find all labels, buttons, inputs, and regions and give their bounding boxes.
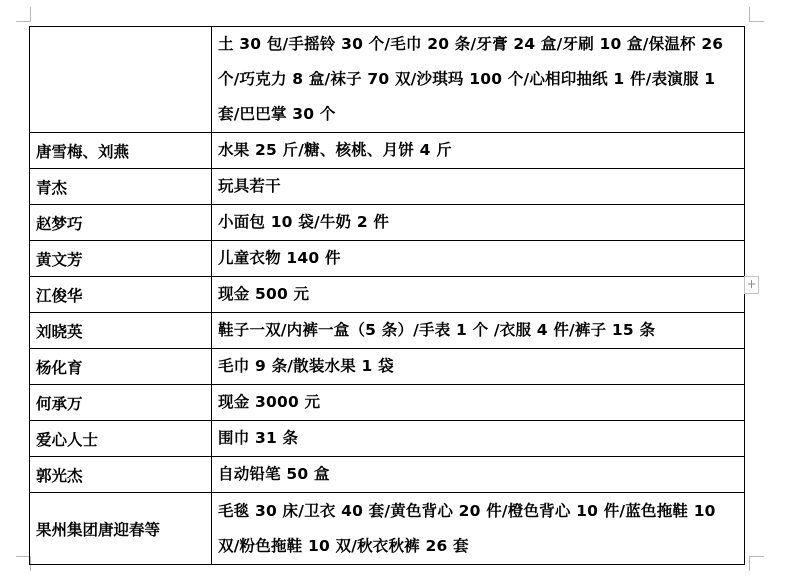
table-row [30, 313, 745, 349]
items-cell: 围巾 31 条 [212, 421, 745, 457]
donor-cell: 青杰 [30, 169, 212, 205]
table-row [30, 493, 745, 565]
items-cell: 毛巾 9 条/散装水果 1 袋 [212, 349, 745, 385]
page-margin-corner-top-left [16, 7, 31, 22]
donor-cell: 爱心人士 [30, 421, 212, 457]
donor-cell: 杨化育 [30, 349, 212, 385]
table-row [30, 457, 745, 493]
donor-cell: 刘晓英 [30, 313, 212, 349]
items-cell: 小面包 10 袋/牛奶 2 件 [212, 205, 745, 241]
items-cell: 玩具若干 [212, 169, 745, 205]
items-cell: 土 30 包/手摇铃 30 个/毛巾 20 条/牙膏 24 盒/牙刷 10 盒/保温杯 26 个/巧克力 8 盒/袜子 70 双/沙琪玛 100 个/心相印抽纸 1 件/表演服 1 套/巴巴掌 30 个 [212, 27, 745, 133]
table-row [30, 133, 745, 169]
items-cell: 自动铅笔 50 盒 [212, 457, 745, 493]
donor-cell: 黄文芳 [30, 241, 212, 277]
table-row [30, 349, 745, 385]
page-margin-corner-bottom-right [749, 556, 764, 571]
donor-cell [30, 27, 212, 133]
donor-cell: 赵梦巧 [30, 205, 212, 241]
page-margin-corner-top-right [749, 7, 764, 22]
donor-cell: 郭光杰 [30, 457, 212, 493]
items-cell: 现金 500 元 [212, 277, 745, 313]
table-row [30, 27, 745, 133]
items-cell: 现金 3000 元 [212, 385, 745, 421]
items-cell: 鞋子一双/内裤一盒（5 条）/手表 1 个 /衣服 4 件/裤子 15 条 [212, 313, 745, 349]
table-row [30, 277, 745, 313]
donor-cell: 江俊华 [30, 277, 212, 313]
table-row [30, 205, 745, 241]
items-cell: 水果 25 斤/糖、核桃、月饼 4 斤 [212, 133, 745, 169]
table-row [30, 241, 745, 277]
donation-table [29, 26, 745, 565]
donor-cell: 何承万 [30, 385, 212, 421]
add-column-button[interactable]: + [744, 276, 759, 294]
items-cell: 毛毯 30 床/卫衣 40 套/黄色背心 20 件/橙色背心 10 件/蓝色拖鞋 10 双/粉色拖鞋 10 双/秋衣秋裤 26 套 [212, 493, 745, 565]
donor-cell: 唐雪梅、刘燕 [30, 133, 212, 169]
table-row [30, 421, 745, 457]
donor-cell: 果州集团唐迎春等 [30, 493, 212, 565]
table-row [30, 169, 745, 205]
items-cell: 儿童衣物 140 件 [212, 241, 745, 277]
table-row [30, 385, 745, 421]
